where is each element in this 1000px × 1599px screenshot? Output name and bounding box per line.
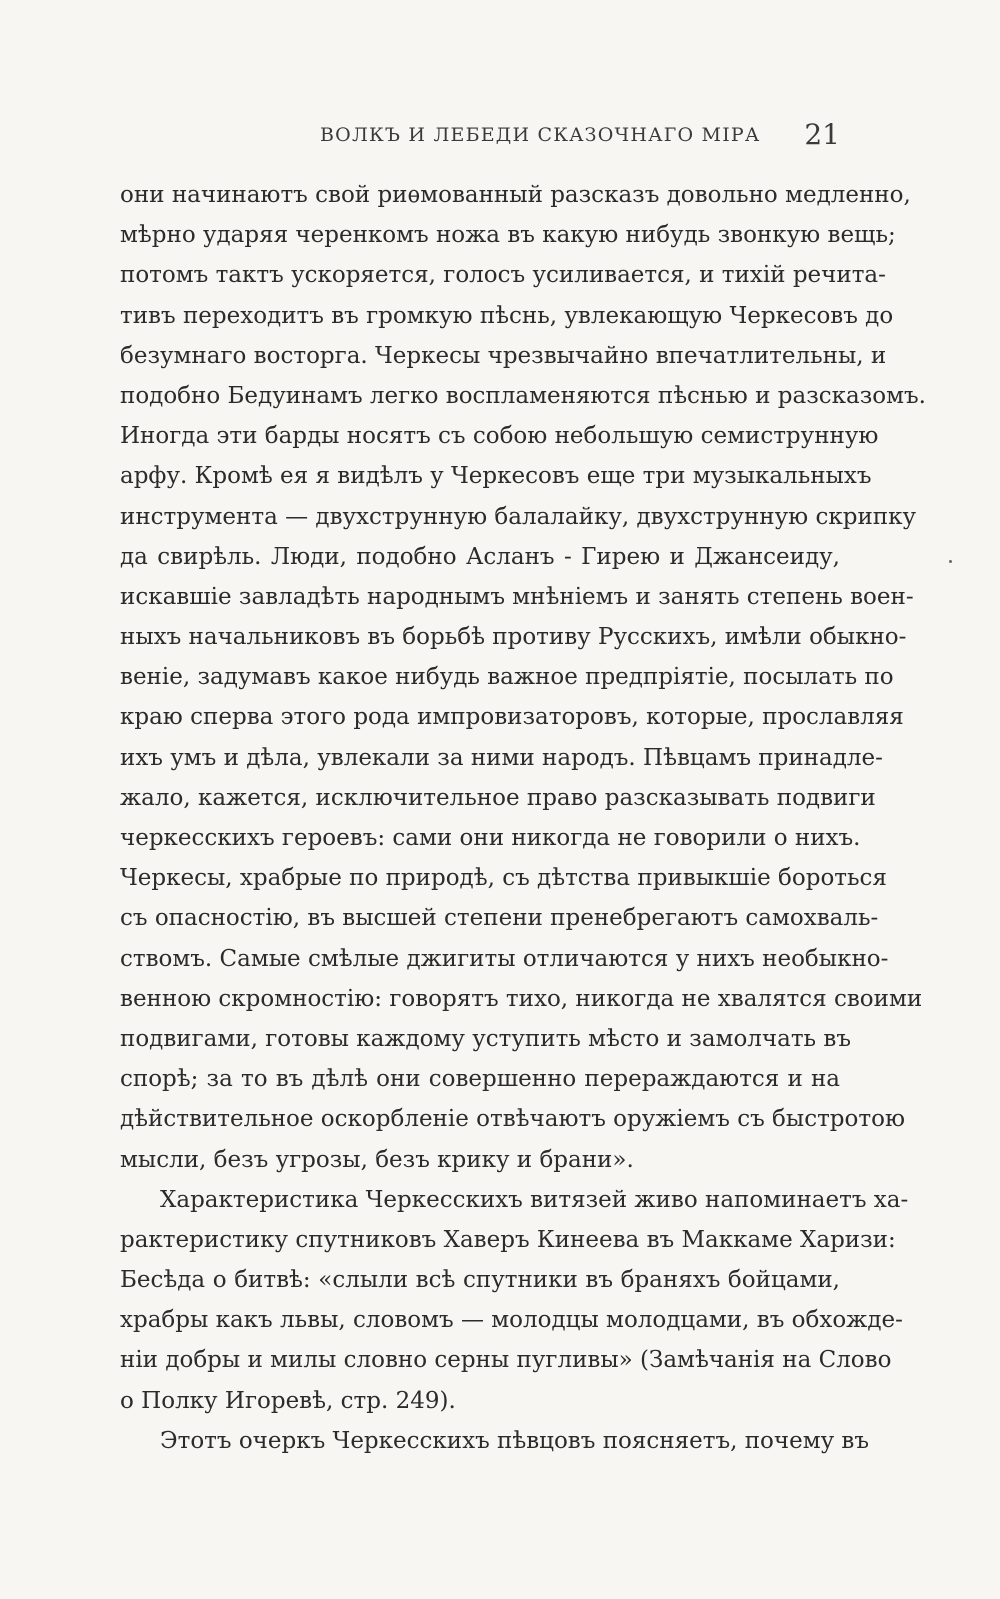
text-line: венною скромностію: говорятъ тихо, никогда не хвалятся своими	[120, 985, 923, 1012]
text-line: инструмента — двухструнную балалайку, двухструнную скрипку	[120, 503, 917, 530]
text-line: жало, кажется, исключительное право разсказывать подвиги	[120, 784, 876, 811]
text-line: ствомъ. Самые смѣлые джигиты отличаются у нихъ необыкно-	[120, 945, 889, 972]
text-line: Бесѣда о битвѣ: «слыли всѣ спутники въ браняхъ бойцами,	[120, 1267, 840, 1294]
text-line: спорѣ; за то въ дѣлѣ они совершенно перераждаются и на	[120, 1066, 840, 1093]
text-line: искавшіе завладѣть народнымъ мнѣніемъ и занять степень воен-	[120, 583, 914, 610]
running-head	[120, 118, 840, 158]
text-line: подобно Бедуинамъ легко воспламеняются пѣснью и разсказомъ.	[120, 382, 926, 409]
text-line: подвигами, готовы каждому уступить мѣсто и замолчать въ	[120, 1025, 851, 1052]
text-line: да свирѣль. Люди, подобно Асланъ - Гирею и Джансеиду,	[120, 543, 840, 570]
scan-speck	[949, 560, 952, 563]
text-line: дѣйствительное оскорбленіе отвѣчаютъ оружіемъ съ быстротою	[120, 1106, 905, 1133]
text-line: они начинаютъ свой риѳмованный разсказъ довольно медленно,	[120, 182, 911, 208]
paragraph-start-line: Характеристика Черкесскихъ витязей живо напоминаетъ ха-	[160, 1186, 909, 1213]
text-line: Иногда эти барды носятъ съ собою небольшую семиструнную	[120, 423, 879, 450]
paragraph-end-line: мысли, безъ угрозы, безъ крику и брани».	[120, 1146, 634, 1173]
page-number: 21	[804, 118, 840, 151]
paragraph-end-line: о Полку Игоревѣ, стр. 249).	[120, 1387, 456, 1414]
paragraph-start-line: Этотъ очеркъ Черкесскихъ пѣвцовъ поясняетъ, почему въ	[160, 1427, 870, 1454]
running-title: ВОЛКЪ И ЛЕБЕДИ СКАЗОЧНАГО МІРА	[320, 124, 761, 146]
text-line: ніи добры и милы словно серны пугливы» (Замѣчанія на Слово	[120, 1347, 892, 1374]
text-line: Черкесы, храбрые по природѣ, съ дѣтства привыкшіе бороться	[120, 865, 887, 892]
text-line: потомъ тактъ ускоряется, голосъ усиливается, и тихій речита-	[120, 262, 886, 289]
body-text	[120, 175, 926, 1461]
text-line: храбры какъ львы, словомъ — молодцы молодцами, въ обхожде-	[120, 1307, 903, 1334]
text-line: съ опасностію, въ высшей степени пренебрегаютъ самохваль-	[120, 905, 879, 932]
text-line: ныхъ начальниковъ въ борьбѣ противу Русскихъ, имѣли обыкно-	[120, 624, 907, 651]
text-line: рактеристику спутниковъ Хаверъ Кинеева въ Маккаме Харизи:	[120, 1226, 896, 1253]
text-line: тивъ переходитъ въ громкую пѣснь, увлекающую Черкесовъ до	[120, 302, 894, 329]
text-line: мѣрно ударяя черенкомъ ножа въ какую нибудь звонкую вещь;	[120, 222, 896, 249]
text-line: ихъ умъ и дѣла, увлекали за ними народъ. Пѣвцамъ принадле-	[120, 744, 883, 771]
text-line: веніе, задумавъ какое нибудь важное предпріятіе, посылать по	[120, 664, 894, 691]
text-line: черкесскихъ героевъ: сами они никогда не говорили о нихъ.	[120, 825, 861, 851]
text-line: арфу. Кромѣ ея я видѣлъ у Черкесовъ еще три музыкальныхъ	[120, 463, 872, 490]
text-line: безумнаго восторга. Черкесы чрезвычайно впечатлительны, и	[120, 342, 887, 369]
text-line: краю сперва этого рода импровизаторовъ, которые, прославляя	[120, 704, 904, 731]
